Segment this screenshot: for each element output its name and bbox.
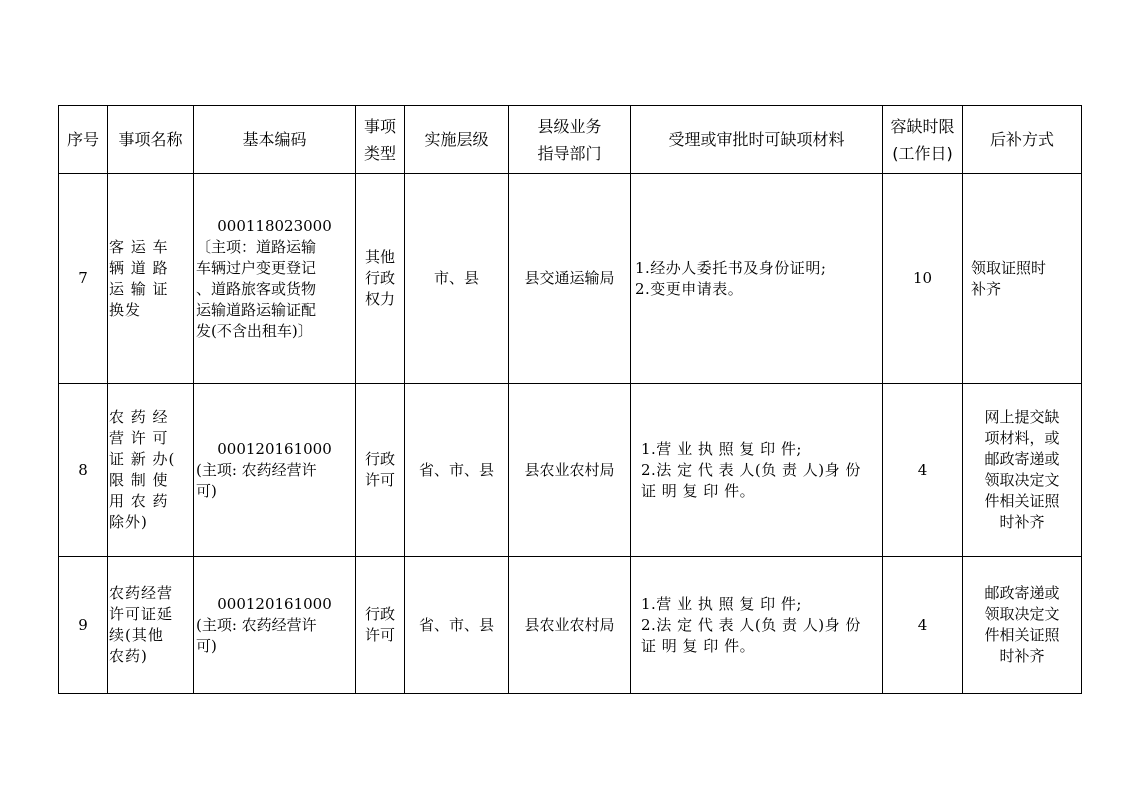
- method-line: 件相关证照: [984, 626, 1060, 644]
- code-sub-line: 〔主项：道路运输: [196, 237, 317, 256]
- table-row: [59, 557, 1082, 694]
- cell-seq: 7: [59, 174, 108, 384]
- cell-name: [108, 557, 194, 694]
- header-materials: 受理或审批时可缺项材料: [631, 106, 883, 174]
- cell-level: 省、市、县: [405, 557, 509, 694]
- material-line: 1.营 业 执 照 复 印 件;: [641, 594, 802, 613]
- method-line: 领取证照时: [971, 258, 1047, 277]
- type-line: 行政: [364, 450, 395, 468]
- method-line: 网上提交缺: [984, 408, 1060, 426]
- header-days: [883, 106, 963, 174]
- header-type-line2: 类型: [363, 143, 396, 163]
- code-sub-line: 发(不含出租车)〕: [196, 321, 313, 340]
- name-line: 用 农 药: [109, 492, 169, 510]
- material-line: 2.变更申请表。: [635, 279, 744, 298]
- header-dept: [509, 106, 631, 174]
- cell-seq: 8: [59, 384, 108, 557]
- cell-days: 4: [883, 557, 963, 694]
- name-line: 农药经营: [109, 584, 174, 602]
- method-line: 补齐: [971, 279, 1002, 298]
- code-sub-line: 车辆过户变更登记: [196, 258, 317, 277]
- method-line: 领取决定文: [984, 605, 1060, 623]
- name-line: 换发: [109, 300, 142, 319]
- header-level: 实施层级: [405, 106, 509, 174]
- type-line: 权力: [364, 290, 395, 308]
- code-sub-line: 可): [196, 481, 217, 500]
- header-type-line1: 事项: [363, 116, 396, 136]
- material-line: 1.经办人委托书及身份证明;: [635, 258, 827, 277]
- material-line: 证 明 复 印 件。: [641, 481, 756, 500]
- material-line: 证 明 复 印 件。: [641, 636, 756, 655]
- cell-type: [356, 174, 405, 384]
- code-sub-line: 可): [196, 636, 217, 655]
- method-line: 时补齐: [999, 647, 1045, 665]
- cell-days: 4: [883, 384, 963, 557]
- name-line: 除外): [109, 513, 148, 531]
- cell-materials: [631, 557, 883, 694]
- method-line: 项材料，或: [984, 429, 1060, 447]
- material-line: 2.法 定 代 表 人(负 责 人)身 份: [641, 460, 861, 479]
- header-dept-line2: 指导部门: [537, 143, 602, 163]
- header-method: 后补方式: [963, 106, 1082, 174]
- name-line: 运 输 证: [109, 279, 169, 298]
- code-number: 000120161000: [217, 439, 332, 458]
- table-row: [59, 174, 1082, 384]
- name-line: 证 新 办(: [109, 450, 176, 468]
- method-line: 邮政寄递或: [984, 584, 1060, 602]
- cell-name: [108, 384, 194, 557]
- method-line: 件相关证照: [984, 492, 1060, 510]
- code-sub-line: 运输道路运输证配: [196, 300, 317, 319]
- method-line: 邮政寄递或: [984, 450, 1060, 468]
- cell-dept: 县农业农村局: [509, 557, 631, 694]
- name-line: 辆 道 路: [109, 258, 169, 277]
- header-days-line1: 容缺时限: [890, 116, 955, 136]
- name-line: 营 许 可: [109, 429, 169, 447]
- header-code: 基本编码: [194, 106, 356, 174]
- name-line: 农 药 经: [109, 408, 169, 426]
- cell-code: [194, 557, 356, 694]
- cell-dept: 县农业农村局: [509, 384, 631, 557]
- method-line: 时补齐: [999, 513, 1045, 531]
- name-line: 许可证延: [109, 605, 174, 623]
- code-number: 000118023000: [217, 216, 332, 235]
- type-line: 行政: [364, 605, 395, 623]
- code-sub-line: (主项: 农药经营许: [196, 615, 317, 634]
- name-line: 农药): [109, 647, 148, 665]
- cell-materials: [631, 174, 883, 384]
- type-line: 其他: [364, 248, 395, 266]
- code-sub-line: 、道路旅客或货物: [196, 279, 317, 298]
- cell-method: [963, 557, 1082, 694]
- cell-days: 10: [883, 174, 963, 384]
- method-line: 领取决定文: [984, 471, 1060, 489]
- cell-type: [356, 384, 405, 557]
- name-line: 限 制 使: [109, 471, 169, 489]
- table-row: [59, 384, 1082, 557]
- cell-method: [963, 174, 1082, 384]
- cell-seq: 9: [59, 557, 108, 694]
- cell-method: [963, 384, 1082, 557]
- name-line: 续(其他: [109, 626, 164, 644]
- header-seq: 序号: [59, 106, 108, 174]
- material-line: 1.营 业 执 照 复 印 件;: [641, 439, 802, 458]
- material-line: 2.法 定 代 表 人(负 责 人)身 份: [641, 615, 861, 634]
- cell-dept: 县交通运输局: [509, 174, 631, 384]
- cell-materials: [631, 384, 883, 557]
- cell-level: 省、市、县: [405, 384, 509, 557]
- cell-code: [194, 384, 356, 557]
- header-type: [356, 106, 405, 174]
- cell-name: [108, 174, 194, 384]
- code-number: 000120161000: [217, 594, 332, 613]
- type-line: 许可: [364, 626, 395, 644]
- cell-level: 市、县: [405, 174, 509, 384]
- header-dept-line1: 县级业务: [537, 116, 602, 136]
- type-line: 许可: [364, 471, 395, 489]
- code-sub-line: (主项: 农药经营许: [196, 460, 317, 479]
- cell-code: [194, 174, 356, 384]
- type-line: 行政: [364, 269, 395, 287]
- name-line: 客 运 车: [109, 237, 169, 256]
- header-name: 事项名称: [108, 106, 194, 174]
- cell-type: [356, 557, 405, 694]
- header-days-line2: (工作日): [892, 143, 953, 163]
- table-header-row: [59, 106, 1082, 174]
- matters-table: [58, 105, 1082, 694]
